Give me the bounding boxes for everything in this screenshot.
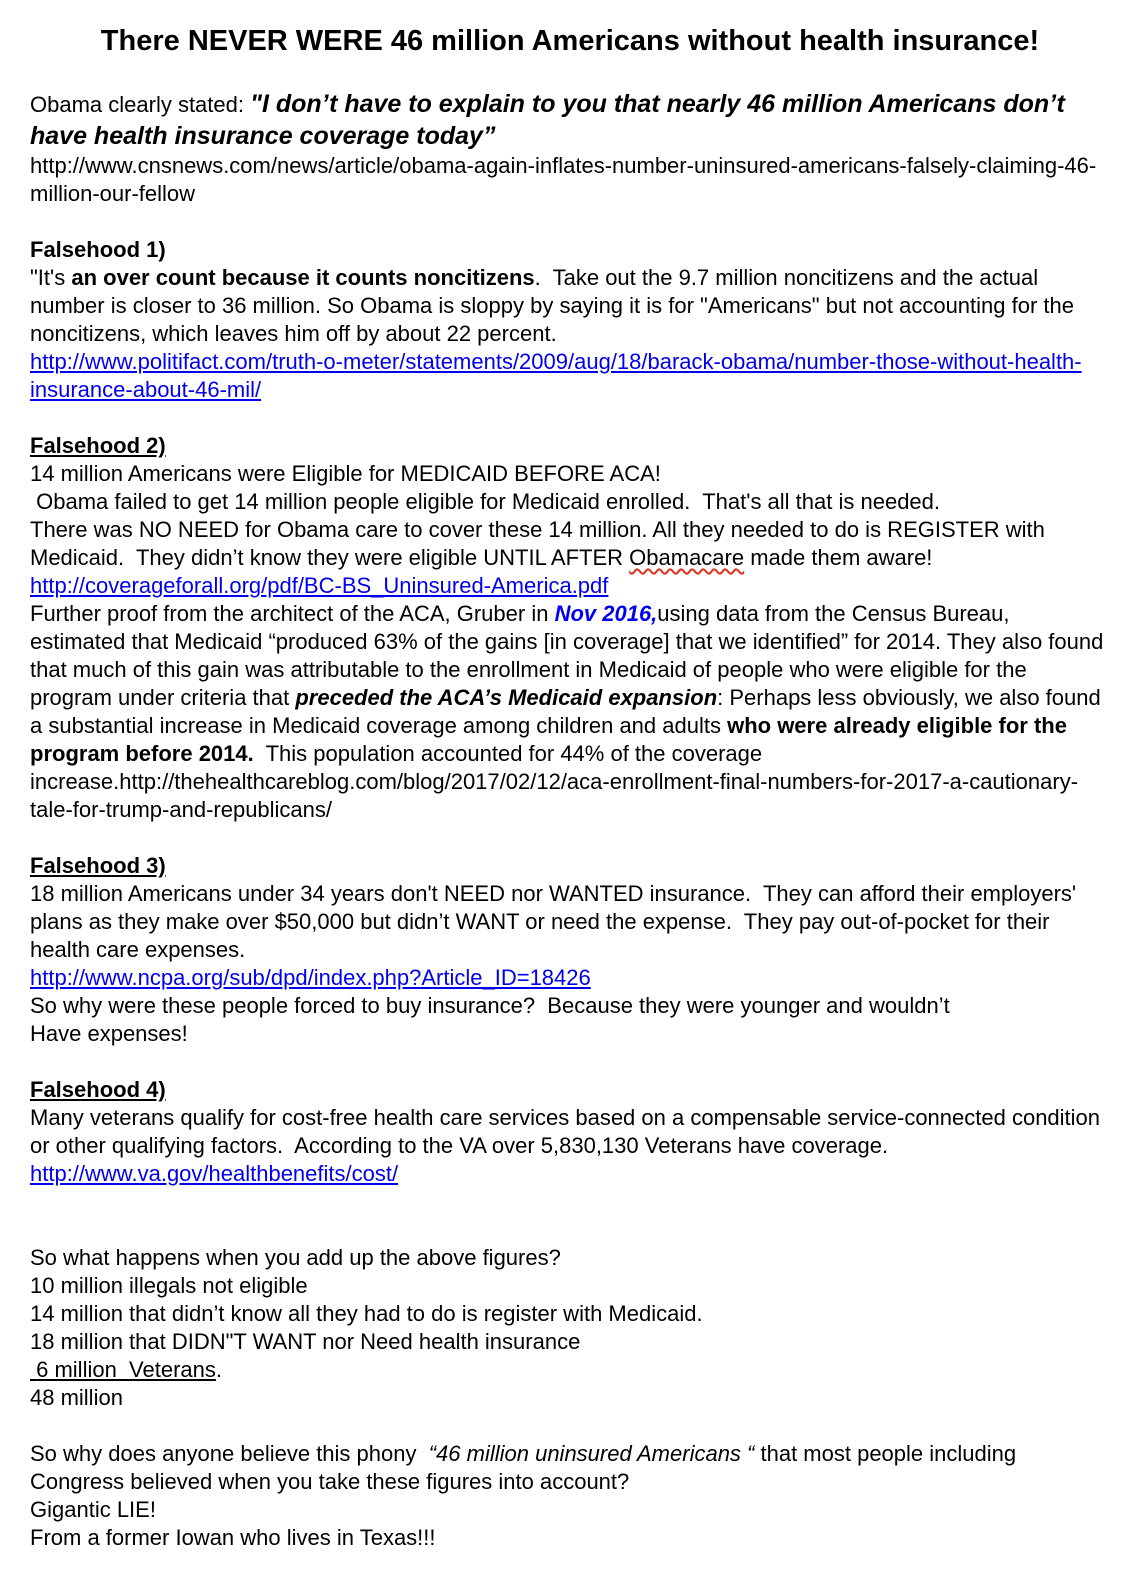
- text-run: Falsehood 4): [30, 1077, 166, 1102]
- text-run: This population accounted for 44% of the coverage increase.http://thehealthcareblog.com/blog/2017/02/12/aca-enrollment-final-numbers-for-2017-a-cautionary-tale-for-trump-and-republicans/: [30, 741, 1079, 822]
- text-run: Obama failed to get 14 million people eligible for Medicaid enrolled. That's all that is needed.: [30, 489, 941, 514]
- line-spacer: [30, 60, 1110, 88]
- hyperlink[interactable]: http://www.ncpa.org/sub/dpd/index.php?Article_ID=18426: [30, 965, 591, 990]
- text-run: Falsehood 3): [30, 853, 166, 878]
- text-run: “46 million uninsured Americans “: [428, 1441, 761, 1466]
- text-run: So why were these people forced to buy insurance? Because they were younger and wouldn’t: [30, 993, 950, 1018]
- paragraph: [30, 852, 1110, 880]
- paragraph: [30, 1272, 1110, 1300]
- text-run: So why does anyone believe this phony: [30, 1441, 429, 1466]
- text-run: that most people including Congress believed when you take these figures into account?: [30, 1441, 1023, 1494]
- paragraph: [30, 1244, 1110, 1272]
- line-spacer: [30, 1048, 1110, 1076]
- text-run: made them aware!: [744, 545, 933, 570]
- text-run: preceded the ACA’s Medicaid expansion: [295, 685, 718, 710]
- hyperlink[interactable]: http://coverageforall.org/pdf/BC-BS_Uninsured-America.pdf: [30, 573, 609, 598]
- paragraph: [30, 236, 1110, 264]
- paragraph: [30, 1076, 1110, 1104]
- paragraph: [30, 1356, 1110, 1384]
- text-run: Nov 2016,: [554, 601, 658, 626]
- paragraph: [30, 516, 1110, 572]
- text-run: 10 million illegals not eligible: [30, 1273, 308, 1298]
- text-run: From a former Iowan who lives in Texas!!!: [30, 1525, 436, 1550]
- text-run: Further proof from the architect of the ACA, Gruber in: [30, 601, 555, 626]
- paragraph: [30, 1440, 1110, 1496]
- text-run: So what happens when you add up the above figures?: [30, 1245, 561, 1270]
- text-run: http://www.cnsnews.com/news/article/obama-again-inflates-number-uninsured-americans-falsely-claiming-46-million-our-fellow: [30, 153, 1097, 206]
- paragraph: [30, 964, 1110, 992]
- paragraph: [30, 1328, 1110, 1356]
- paragraph: [30, 880, 1110, 964]
- text-run: 48 million: [30, 1385, 123, 1410]
- hyperlink[interactable]: http://www.va.gov/healthbenefits/cost/: [30, 1161, 399, 1186]
- paragraph: [30, 600, 1110, 824]
- line-spacer: [30, 404, 1110, 432]
- line-spacer: [30, 1412, 1110, 1440]
- paragraph: [30, 348, 1110, 404]
- text-run: Obamacare: [629, 545, 745, 570]
- text-run: .: [215, 1357, 223, 1382]
- paragraph: [30, 1160, 1110, 1188]
- text-run: : Perhaps less obviously, we also found a substantial increase in Medicaid coverage among children and adults: [30, 685, 1107, 738]
- paragraph: [30, 264, 1110, 348]
- text-run: using data from the Census Bureau, estimated that Medicaid “produced 63% of the gains [in coverage] that we identified” for 2014. They also found that much of this gain was attributable to the enrollment in Medicaid of people who were eligible for the program under criteria that: [30, 601, 1110, 710]
- paragraph: [30, 432, 1110, 460]
- paragraph: [30, 88, 1110, 152]
- text-run: 18 million that DIDN"T WANT nor Need health insurance: [30, 1329, 581, 1354]
- text-run: 6 million Veterans: [30, 1357, 216, 1382]
- text-run: Gigantic LIE!: [30, 1497, 156, 1522]
- text-run: 18 million Americans under 34 years don't NEED nor WANTED insurance. They can afford their employers' plans as they make over $50,000 but didn’t WANT or need the expense. They pay out-of-pocket for their health care expenses.: [30, 881, 1083, 962]
- document-body: [30, 22, 1110, 1552]
- line-spacer: [30, 824, 1110, 852]
- text-run: 14 million Americans were Eligible for MEDICAID BEFORE ACA!: [30, 461, 661, 486]
- paragraph: [30, 1104, 1110, 1160]
- paragraph: [30, 152, 1110, 208]
- text-run: There NEVER WERE 46 million Americans without health insurance!: [100, 25, 1040, 57]
- paragraph: [30, 1300, 1110, 1328]
- line-spacer: [30, 1188, 1110, 1216]
- text-run: an over count because it counts noncitizens: [71, 265, 535, 290]
- line-spacer: [30, 208, 1110, 236]
- paragraph: [30, 460, 1110, 488]
- hyperlink[interactable]: http://www.politifact.com/truth-o-meter/statements/2009/aug/18/barack-obama/number-those-without-health-insurance-about-46-mil/: [30, 349, 1082, 402]
- text-run: "It's: [30, 265, 72, 290]
- text-run: Have expenses!: [30, 1021, 188, 1046]
- paragraph: [30, 488, 1110, 516]
- paragraph: [30, 1020, 1110, 1048]
- page-title: [30, 22, 1110, 60]
- paragraph: [30, 992, 1110, 1020]
- text-run: who were already eligible for the program before 2014.: [30, 713, 1074, 766]
- text-run: Obama clearly stated:: [30, 92, 251, 117]
- text-run: "I don’t have to explain to you that nearly 46 million Americans don’t have health insurance coverage today”: [30, 90, 1072, 150]
- text-run: Falsehood 2): [30, 433, 166, 458]
- line-spacer: [30, 1216, 1110, 1244]
- text-run: 14 million that didn’t know all they had to do is register with Medicaid.: [30, 1301, 703, 1326]
- paragraph: [30, 572, 1110, 600]
- paragraph: [30, 1384, 1110, 1412]
- text-run: There was NO NEED for Obama care to cover these 14 million. All they needed to do is REGISTER with Medicaid. They didn’t know they were eligible UNTIL AFTER: [30, 517, 1052, 570]
- text-run: . Take out the 9.7 million noncitizens and the actual number is closer to 36 million. So Obama is sloppy by saying it is for "Americans" but not accounting for the noncitizens, which leaves him off by about 22 percent.: [30, 265, 1081, 346]
- text-run: Falsehood 1): [30, 237, 166, 262]
- text-run: Many veterans qualify for cost-free health care services based on a compensable service-connected condition or other qualifying factors. According to the VA over 5,830,130 Veterans have coverage.: [30, 1105, 1107, 1158]
- paragraph: [30, 1496, 1110, 1524]
- paragraph: [30, 1524, 1110, 1552]
